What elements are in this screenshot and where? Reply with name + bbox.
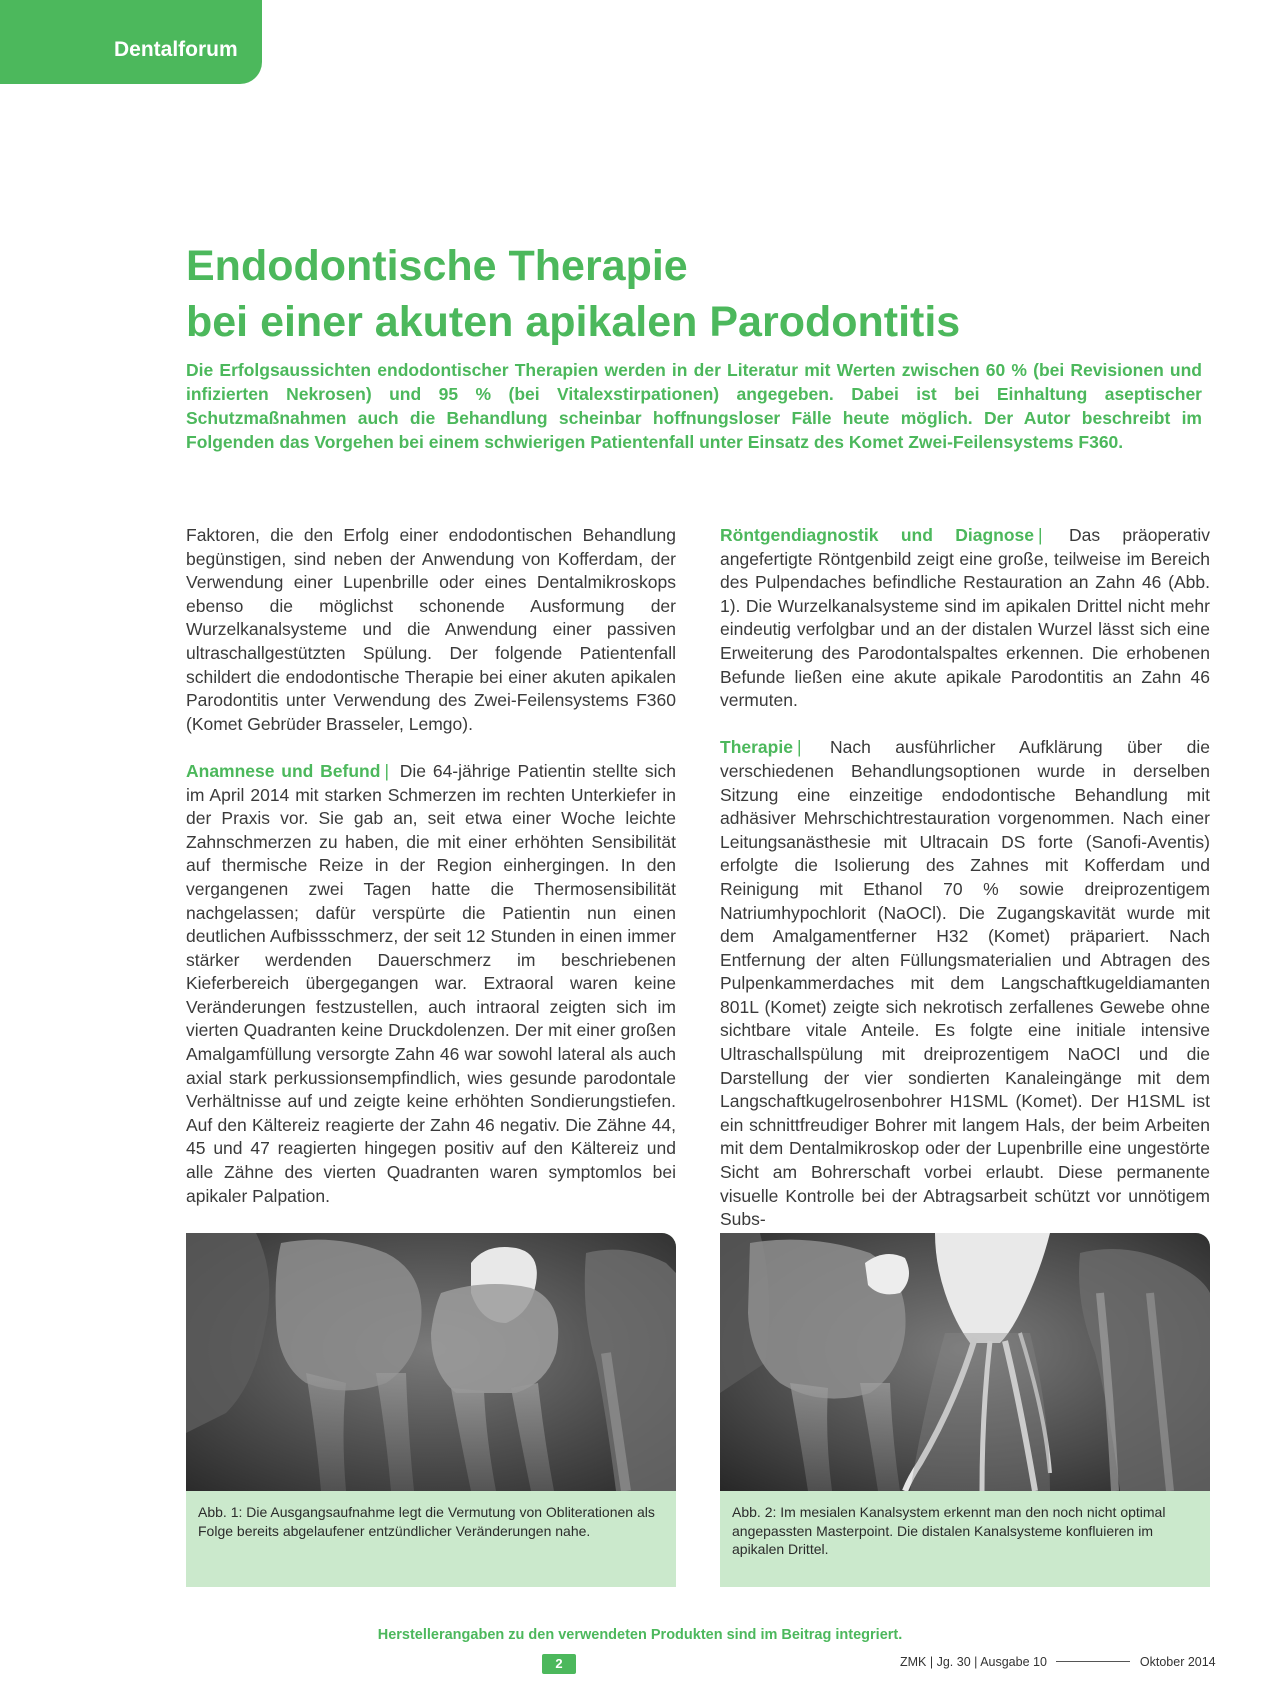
journal-divider: | xyxy=(929,1655,937,1669)
section-heading: Röntgendiagnostik und Diagnose xyxy=(720,525,1035,545)
figure-1 xyxy=(186,1233,676,1587)
journal-rule xyxy=(1056,1661,1130,1662)
section-label: Dentalforum xyxy=(114,38,238,61)
section-tab xyxy=(0,0,262,84)
xray-image-1 xyxy=(186,1233,676,1491)
journal-volume: Jg. 30 xyxy=(936,1655,971,1669)
manufacturer-note: Herstellerangaben zu den verwendeten Produkten sind im Beitrag integriert. xyxy=(377,1627,903,1643)
text-column-left xyxy=(186,524,676,1208)
section-heading: Anamnese und Befund xyxy=(186,760,381,781)
figure-2 xyxy=(720,1233,1210,1587)
xray-image-2 xyxy=(720,1233,1210,1491)
figure-caption: Abb. 2: Im mesialen Kanalsystem erkennt man den noch nicht optimal angepassten Masterpoint. Die distalen Kanalsysteme konfluieren im apikalen Drittel. xyxy=(732,1504,1166,1557)
section-text: Die 64-jährige Patientin stellte sich im April 2014 mit starken Schmerzen im rechten Unterkiefer in der Praxis vor. Sie gab an, seit etwa einer Woche leichte Zahnschmerzen zu haben, die mit einer erhöhten Sensibilität auf thermische Reize in der Region einhergingen. In den vergangenen zwei Tagen hatte die Thermosensibilität nachgelassen; dafür verspürte die Patientin nun einen deutlichen Aufbissschmerz, der seit 12 Stunden in einen immer stärker werdenden Dauerschmerz im beschriebenen Kieferbereich übergegangen war. Extraoral waren keine Veränderungen festzustellen, auch intraoral zeigten sich im vierten Quadranten keine Druckdolenzen. Der mit einer großen Amalgamfüllung versorgte Zahn 46 war sowohl lateral als auch axial stark perkussionsempfindlich, wies gesunde parodontale Verhältnisse auf und zeigte keine erhöhten Sondierungstiefen. Auf den Kältereiz reagierte der Zahn 46 negativ. Die Zähne 44, 45 und 47 reagierten hingegen positiv auf den Kältereiz und alle Zähne des vierten Quadranten waren symptomlos bei apikaler Palpation. xyxy=(186,760,676,1206)
journal-issue: Ausgabe 10 xyxy=(980,1655,1047,1669)
section-text: Nach ausführlicher Aufklärung über die verschiedenen Behandlungsoptionen wurde in derselben Sitzung eine einzeitige endodontische Behandlung mit adhäsiver Mehrschichtrestauration vorgenommen. Nach einer Leitungsanästhesie mit Ultracain DS forte (Sanofi-Aventis) erfolgte die Isolierung des Zahnes mit Kofferdam und Reinigung mit Ethanol 70 % sowie dreiprozentigem Natriumhypochlorit (NaOCl). Die Zugangskavität wurde mit dem Amalgamentferner H32 (Komet) präpariert. Nach Entfernung der alten Füllungsmaterialien und Abtragen des Pulpenkammerdaches mit dem Langschaftkugeldiamanten 801L (Komet) zeigte sich nekrotisch zerfallenes Gewebe ohne sichtbare vitale Anteile. Es folgte eine initiale intensive Ultraschallspülung mit dreiprozentigem NaOCl und die Darstellung der vier sondierten Kanaleingänge mit dem Langschaftkugelrosenbohrer H1SML (Komet). Der H1SML ist ein schnittfreudiger Bohrer mit langem Hals, der beim Arbeiten mit dem Dentalmikroskop oder der Lupenbrille eine ungestörte Sicht am Bohrerschaft vorbei erlaubt. Diese permanente visuelle Kontrolle bei der Abtragsarbeit schützt vor unnötigem Subs- xyxy=(720,737,1210,1230)
section-anamnese xyxy=(186,760,676,1208)
journal-divider: | xyxy=(974,1655,981,1669)
section-text: Das präoperativ angefertigte Röntgenbild zeigt eine große, teilweise im Bereich des Pulpendaches befindliche Restauration an Zahn 46 (Abb. 1). Die Wurzelkanalsysteme sind im apikalen Drittel nicht mehr eindeutig verfolgbar und an der distalen Wurzel lässt sich eine Erweiterung des Parodontalspaltes erkennen. Die erhobenen Befunde ließen eine akute apikale Parodontitis an Zahn 46 vermuten. xyxy=(720,525,1210,711)
section-separator: | xyxy=(384,760,389,781)
journal-info xyxy=(900,1655,1216,1669)
section-separator: | xyxy=(1038,525,1043,545)
journal-date: Oktober 2014 xyxy=(1139,1655,1216,1669)
title-line-2: bei einer akuten apikalen Parodontitis xyxy=(186,298,961,346)
section-separator: | xyxy=(796,737,802,758)
page-number: 2 xyxy=(542,1654,576,1674)
title-line-1: Endodontische Therapie xyxy=(186,242,688,290)
figure-caption: Abb. 1: Die Ausgangsaufnahme legt die Vermutung von Obliterationen als Folge bereits abgelaufener entzündlicher Veränderungen nahe. xyxy=(198,1504,655,1539)
intro-paragraph: Faktoren, die den Erfolg einer endodontischen Behandlung begünstigen, sind neben der Anwendung von Kofferdam, der Verwendung einer Lupenbrille oder eines Dentalmikroskops ebenso die möglichst schonende Ausformung der Wurzelkanalsysteme und die Anwendung einer passiven ultraschallgestützten Spülung. Der folgende Patientenfall schildert die endodontische Therapie bei einer akuten apikalen Parodontitis unter Verwendung des Zwei-Feilensystems F360 (Komet Gebrüder Brasseler, Lemgo). xyxy=(186,525,676,734)
text-column-right xyxy=(720,524,1210,1232)
article-title xyxy=(186,238,1186,350)
journal-name: ZMK xyxy=(900,1655,927,1669)
section-roentgen xyxy=(720,524,1210,713)
section-therapie xyxy=(720,736,1210,1231)
section-heading: Therapie xyxy=(720,737,793,758)
article-lead: Die Erfolgsaussichten endodontischer Therapien werden in der Literatur mit Werten zwischen 60 % (bei Revisionen und infizierten Nekrosen) und 95 % (bei Vitalexstirpationen) angegeben. Dabei ist bei Einhaltung aseptischer Schutzmaßnahmen auch die Behandlung scheinbar hoffnungsloser Fälle heute möglich. Der Autor beschreibt im Folgenden das Vorgehen bei einem schwierigen Patientenfall unter Einsatz des Komet Zwei-Feilensystems F360. xyxy=(186,360,1202,452)
